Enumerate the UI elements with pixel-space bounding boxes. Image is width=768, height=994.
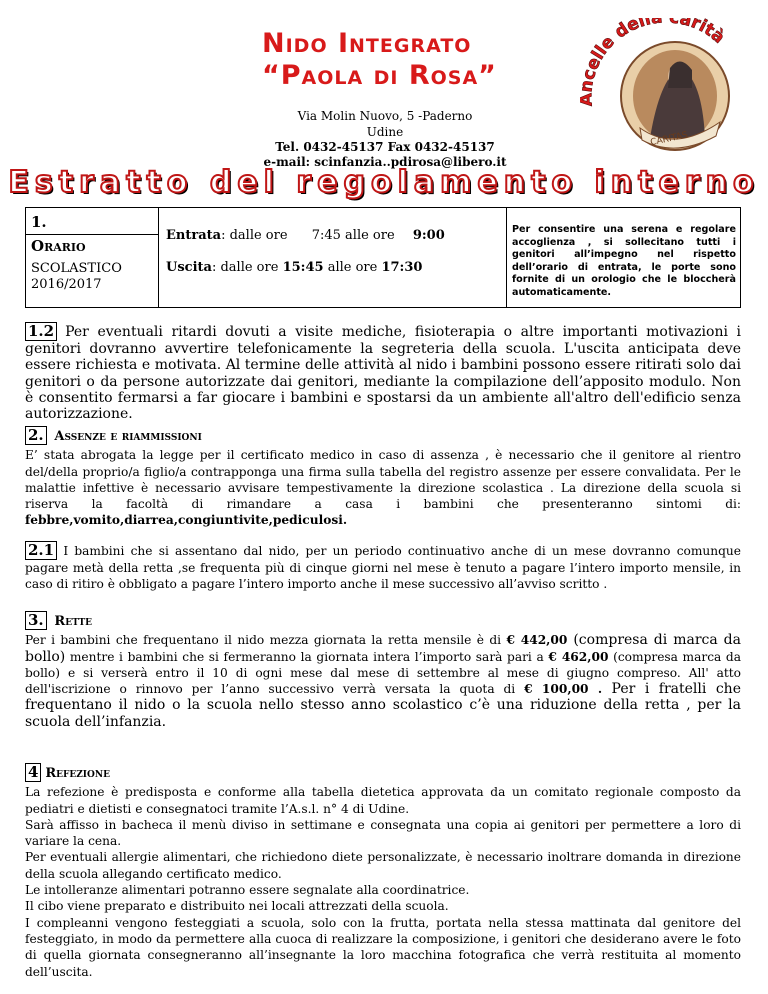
title-line2: “Paola di Rosa” xyxy=(262,60,497,91)
orario-sub: SCOLASTICO xyxy=(31,261,122,276)
orario-num: 1. xyxy=(31,213,47,231)
address: Via Molin Nuovo, 5 -Paderno xyxy=(297,109,473,123)
logo-seal xyxy=(580,18,750,153)
section-2-title: Assenze e riammissioni xyxy=(54,429,202,444)
entrata-row: Entrata: dalle ore 7:45 alle ore 9:00 xyxy=(166,228,445,243)
refezione-line: Per eventuali allergie alimentari, che richiedono diete personalizzate, è necessario inoltrare domanda in direzione della scuola allegando certificato medico. xyxy=(25,850,741,881)
section-3: 3. Rette Per i bambini che frequentano il nido mezza giornata la retta mensile è di € 442,00 (compresa di marca da bollo) mentre i bambini che si fermeranno la giornata intera l’importo sarà pari a € 462,00 (compresa marca da bollo) e si verserà entro il 10 di ogni mese dal mese di settembre al mese di giugno compreso. All' atto dell'iscrizione o rinnovo per l’anno successivo verrà versata la quota di € 100,00 . Per i fratelli che frequentano il nido o la scuola nello stesso anno scolastico c’è una riduzione della retta , per la scuola dell’infanzia. xyxy=(25,611,741,730)
refezione-line: I compleanni vengono festeggiati a scuola, solo con la frutta, portata nella stessa mattinata dal genitore del festeggiato, in modo da permettere alla cuoca di realizzare la composizione, i genitori che desiderano avere le foto di quella giornata consegneranno all’insegnante la loro macchina fotografica che verrà restituita al momento dell’uscita. xyxy=(25,915,741,979)
banner-title: Estratto del regolamento interno xyxy=(8,165,760,200)
section-2: 2. Assenze e riammissioni E’ stata abrogata la legge per il certificato medico in caso di assenza , è necessario che il genitore al rientro del/della proprio/a figlio/a contrapponga una firma sulla tabella del registro assenze per essere convalidata. Per le malattie infettive è necessario avvisare tempestivamente la direzione scolastica . La direzione della scuola si riserva la facoltà di rimandare a casa i bambini che presenteranno sintomi di: febbre,vomito,diarrea,congiuntivite,pediculosi. xyxy=(25,426,741,528)
symptoms: febbre,vomito,diarrea,congiuntivite,pediculosi. xyxy=(25,513,348,528)
entrata-label: Entrata xyxy=(166,228,222,243)
section-4-title: Refezione xyxy=(45,766,110,781)
amount-full-day: € 462,00 xyxy=(548,649,609,664)
email: e-mail: scinfanzia..pdirosa@libero.it xyxy=(263,155,507,169)
section-2-1: 2.1 I bambini che si assentano dal nido, per un periodo continuativo anche di un mese dovranno comunque pagare metà della retta ,se frequenta più di cinque giorni nel mese è tenuto a pagare l’intero importo mensile, in caso di ritiro è obbligato a pagare l’intero importo anche il mese successivo all’avviso scritto . xyxy=(25,541,741,592)
logo-arc-text: celle della arità xyxy=(580,18,729,83)
orario-table xyxy=(25,207,741,307)
logo-caritas: CARITAS xyxy=(649,130,689,149)
uscita-row: Uscita: dalle ore 15:45 alle ore 17:30 xyxy=(166,260,423,275)
refezione-line: Il cibo viene preparato e distribuito nei locali attrezzati della scuola. xyxy=(25,899,449,914)
orario-year: 2016/2017 xyxy=(31,277,102,292)
phone: Tel. 0432-45137 Fax 0432-45137 xyxy=(275,140,495,154)
amount-enrollment: € 100,00 . xyxy=(524,682,603,697)
refezione-line: Sarà affisso in bacheca il menù diviso in settimane e consegnata una copia ai genitori per permettere a loro di variare la cena. xyxy=(25,817,741,849)
section-4: 4 Refezione La refezione è predisposta e conforme alla tabella dietetica approvata da un comitato regionale composto da pediatri e dietisti e consegnatoci tramite l’A.s.l. n° 4 di Udine. Sarà affisso in bacheca il menù diviso in settimane e consegnata una copia ai genitori per permettere a loro di variare la cena. Per eventuali allergie alimentari, che richiedono diete personalizzate, è necessario inoltrare domanda in direzione della scuola allegando certificato medico. Le intolleranze alimentari potranno essere segnalate alla coordinatrice. Il cibo viene preparato e distribuito nei locali attrezzati della scuola. I compleanni vengono festeggiati a scuola, solo con la frutta, portata nella stessa mattinata dal genitore del festeggiato, in modo da permettere alla cuoca di realizzare la composizione, i genitori che desiderano avere le foto di quella giornata consegneranno all’insegnante la loro macchina fotografica che verrà restituita al momento dell’uscita. xyxy=(25,763,741,979)
section-1-2-num: 1.2 xyxy=(25,322,57,341)
orario-title: Orario xyxy=(31,237,86,255)
amount-half-day: € 442,00 xyxy=(506,633,568,648)
section-1-2: 1.2 Per eventuali ritardi dovuti a visite mediche, fisioterapia o altre importanti motivazioni i genitori dovranno avvertire telefonicamente la segreteria della scuola. L'uscita anticipata deve essere richiesta e motivata. Al termine delle attività al nido i bambini possono essere ritirati solo dai genitori o da persone autorizzate dai genitori, mediante la compilazione dell’apposito modulo. Non è consentito fermarsi a far giocare i bambini e spostarsi da un ambiente all'altro dell'edificio senza autorizzazione. xyxy=(25,322,741,423)
city: Udine xyxy=(366,125,404,139)
section-3-title: Rette xyxy=(54,614,93,629)
orario-note: Per consentire una serena e regolare accoglienza , si sollecitano tutti i genitori all’impegno nel rispetto dell’orario di entrata, le porte sono fornite di un orologio che le bloccherà automaticamente. xyxy=(512,224,736,298)
title-line1: Nido Integrato xyxy=(262,28,472,59)
refezione-line: La refezione è predisposta e conforme alla tabella dietetica approvata da un comitato regionale composto da pediatri e dietisti e consegnatoci tramite l’A.s.l. n° 4 di Udine. xyxy=(25,785,741,816)
uscita-label: Uscita xyxy=(166,260,212,275)
refezione-line: Le intolleranze alimentari potranno essere segnalate alla coordinatrice. xyxy=(25,883,470,898)
